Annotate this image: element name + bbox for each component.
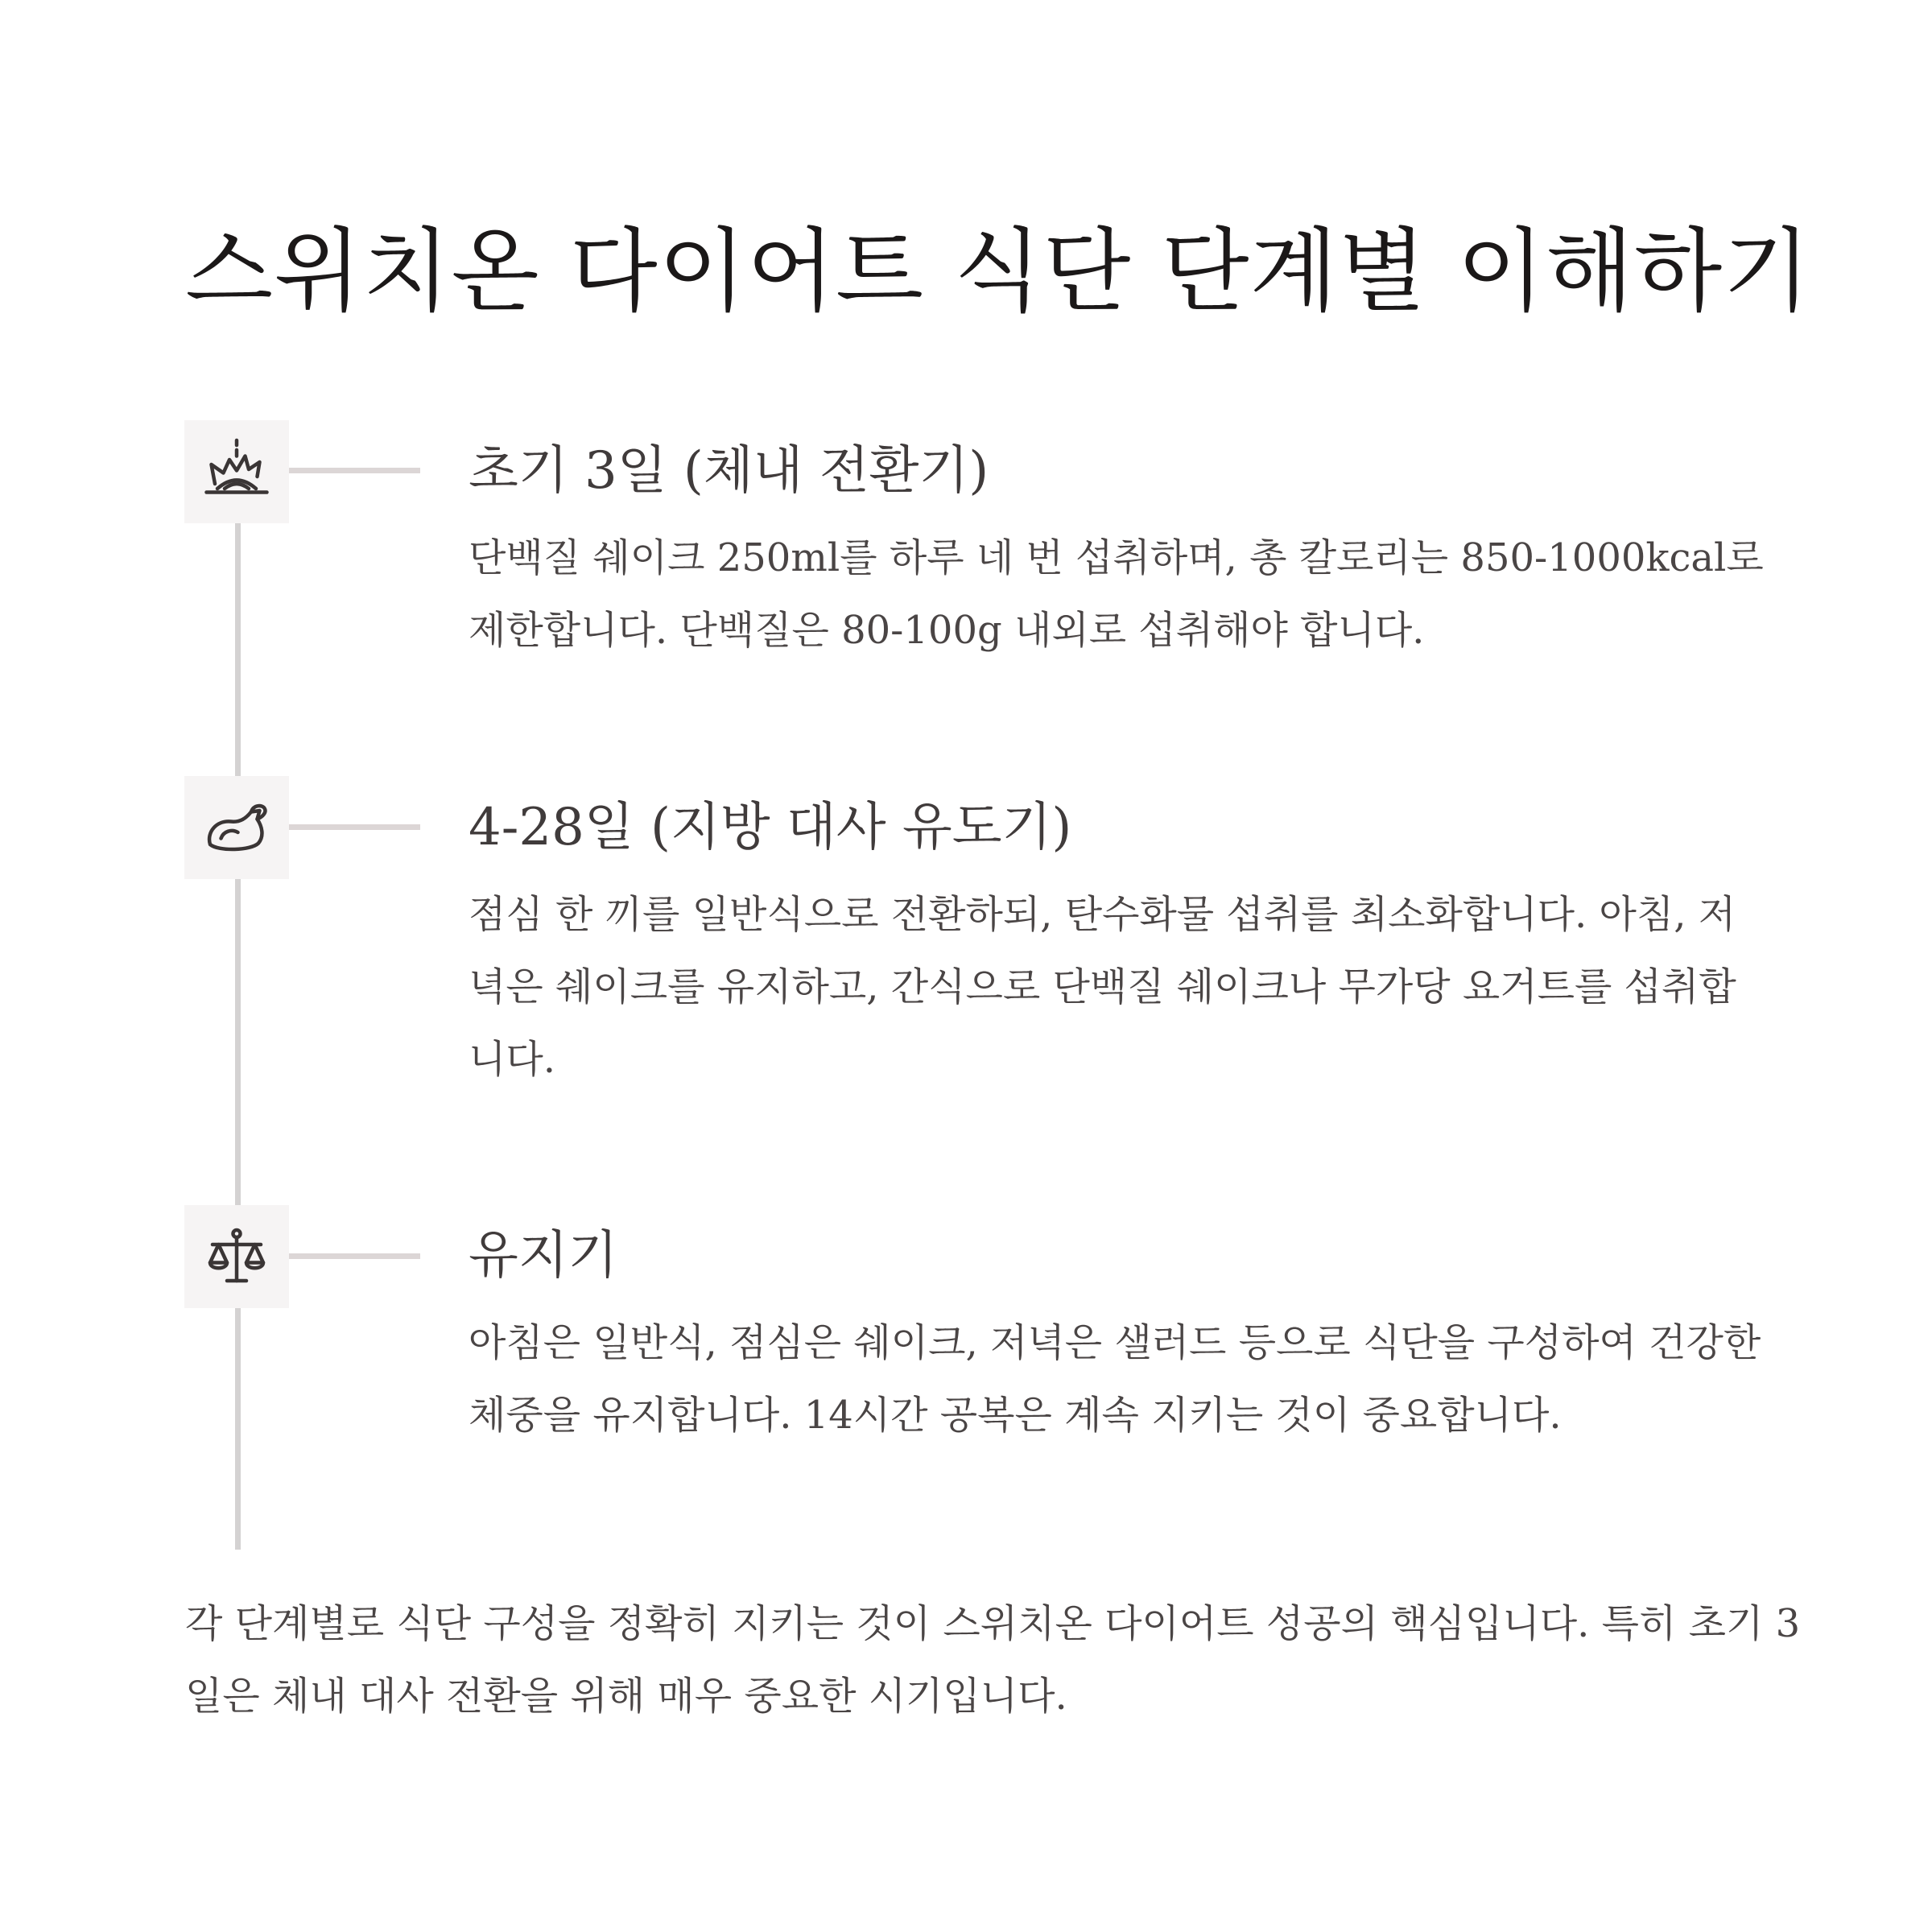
step-title: 초기 3일 (체내 전환기) bbox=[469, 441, 989, 501]
step-description: 점심 한 끼를 일반식으로 전환하되, 탄수화물 섭취를 최소화합니다. 아침, 저녁은 쉐이크를 유지하고, 간식으로 단백질 쉐이크나 무가당 요거트를 섭취합니다. bbox=[469, 892, 1736, 1082]
step-icon-box bbox=[184, 1205, 289, 1308]
step-phase-initial bbox=[469, 435, 1773, 667]
step-connector bbox=[289, 468, 420, 473]
roast-chicken-icon bbox=[200, 791, 273, 864]
step-connector bbox=[289, 824, 420, 830]
step-title: 유지기 bbox=[469, 1226, 618, 1286]
timeline-rail bbox=[235, 1308, 241, 1550]
step-phase-fat-metabolism bbox=[469, 791, 1773, 1096]
step-icon-box bbox=[184, 776, 289, 879]
burst-icon bbox=[200, 436, 273, 508]
step-connector bbox=[289, 1253, 420, 1259]
timeline-rail bbox=[235, 523, 241, 777]
step-title: 4-28일 (지방 대사 유도기) bbox=[469, 798, 1072, 857]
step-description: 아침은 일반식, 점심은 쉐이크, 저녁은 샐러드 등으로 식단을 구성하여 건강한 체중을 유지합니다. 14시간 공복은 계속 지키는 것이 중요합니다. bbox=[469, 1320, 1761, 1438]
step-phase-maintenance bbox=[469, 1220, 1773, 1451]
step-description: 단백질 쉐이크 250ml를 하루 네 번 섭취하며, 총 칼로리는 850-1000kcal로 제한합니다. 단백질은 80-100g 내외로 섭취해야 합니다. bbox=[469, 535, 1764, 653]
summary-text: 각 단계별로 식단 구성을 정확히 지키는 것이 스위치온 다이어트 성공의 핵심입니다. 특히 초기 3일은 체내 대사 전환을 위해 매우 중요한 시기입니다. bbox=[185, 1601, 1801, 1719]
balance-scale-icon bbox=[200, 1220, 273, 1293]
step-icon-box bbox=[184, 420, 289, 523]
page-title: 스위치온 다이어트 식단 단계별 이해하기 bbox=[185, 218, 1812, 324]
timeline-rail bbox=[235, 879, 241, 1208]
